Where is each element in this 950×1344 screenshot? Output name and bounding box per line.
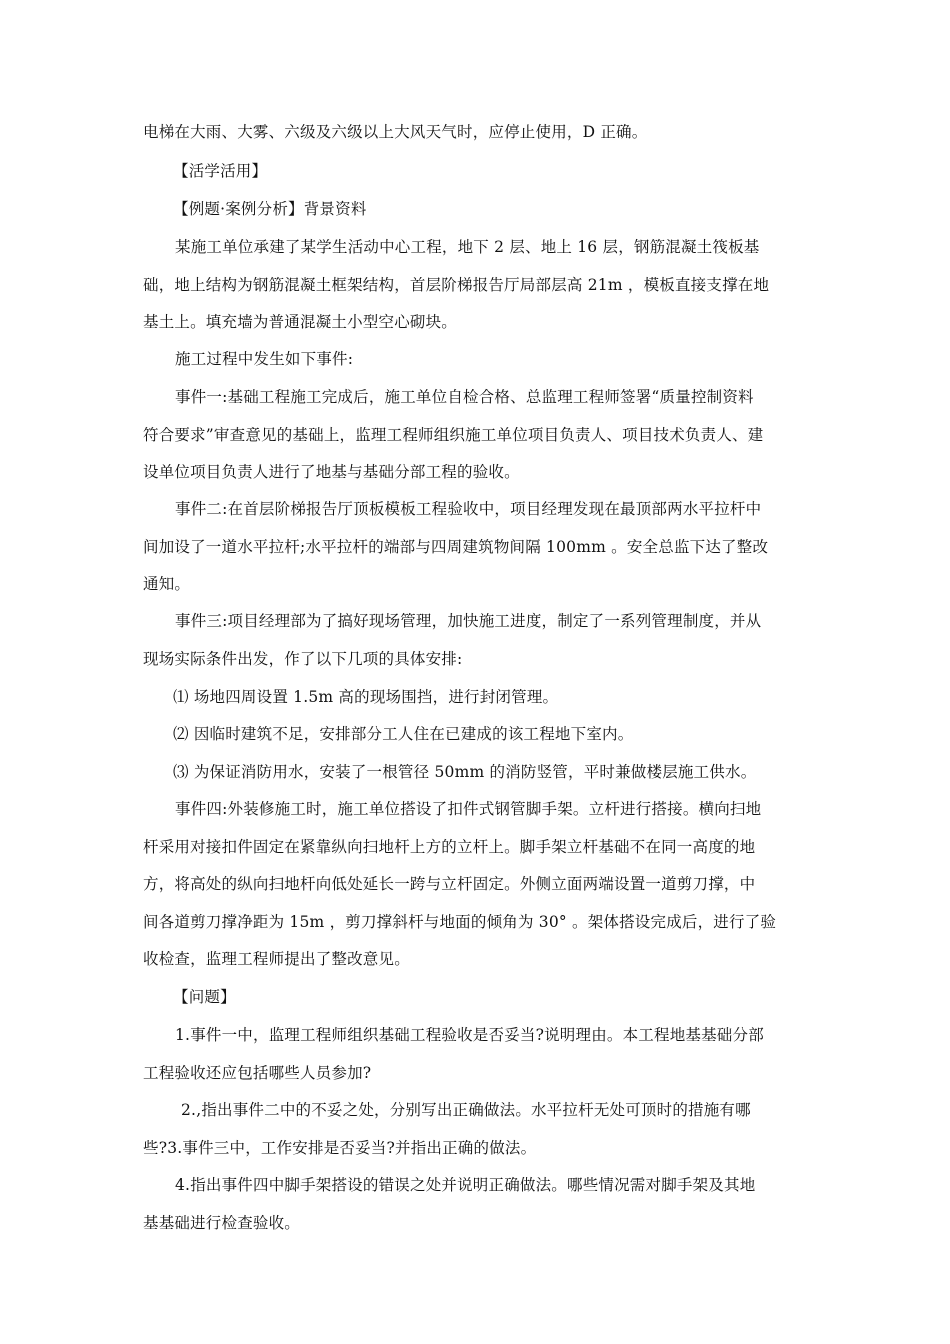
text-line: 基基础进行检查验收。 <box>143 1213 301 1232</box>
text-line: 事件一:基础工程施工完成后，施工单位自检合格、总监理工程师签署“质量控制资料 <box>175 388 754 406</box>
text-line: 基土上。填充墙为普通混凝土小型空心砌块。 <box>143 313 458 331</box>
text-line: 间加设了一道水平拉杆;水平拉杆的端部与四周建筑物间隔 100mm 。安全总监下达了整改 <box>143 537 769 556</box>
heading-practice <box>0 153 950 191</box>
text-line: 收检查，监理工程师提出了整改意见。 <box>143 950 410 968</box>
paragraph-event-two <box>0 491 950 604</box>
text-line: 2.,指出事件二中的不妥之处，分别写出正确做法。水平拉杆无处可顶时的措施有哪 <box>181 1101 751 1119</box>
question-2-3 <box>0 1092 950 1167</box>
text-line: 事件三:项目经理部为了搞好现场管理，加快施工进度，制定了一系列管理制度，并从 <box>175 612 762 630</box>
paragraph-project-background <box>0 229 950 342</box>
paragraph-events-intro <box>0 341 950 379</box>
text-line: 设单位项目负责人进行了地基与基础分部工程的验收。 <box>143 463 520 481</box>
text-line: ⑴ 场地四周设置 1.5m 高的现场围挡，进行封闭管理。 <box>173 688 559 706</box>
text-line: 通知。 <box>143 575 191 593</box>
text-line: 间各道剪刀撑净距为 15m ，剪刀撑斜杆与地面的倾角为 30° 。架体搭设完成后，进行了验 <box>143 912 777 931</box>
text-line: 现场实际条件出发，作了以下几项的具体安排: <box>143 649 463 668</box>
text-line: 工程验收还应包括哪些人员参加? <box>143 1063 372 1082</box>
question-1 <box>0 1017 950 1092</box>
paragraph-event-four <box>0 791 950 979</box>
text-line: 符合要求”审查意见的基础上，监理工程师组织施工单位项目负责人、项目技术负责人、建 <box>143 425 764 444</box>
text-line: 某施工单位承建了某学生活动中心工程，地下 2 层、地上 16 层，钢筋混凝土筏板基 <box>175 238 760 256</box>
text-line: 事件二:在首层阶梯报告厅顶板模板工程验收中，项目经理发现在最顶部两水平拉杆中 <box>175 500 762 518</box>
text-line: 【例题·案例分析】背景资料 <box>173 200 367 218</box>
text-line: ⑶ 为保证消防用水，安装了一根管径 50mm 的消防竖管，平时兼做楼层施工供水。 <box>173 763 757 781</box>
text-line: 【问题】 <box>173 988 236 1006</box>
text-line: 施工过程中发生如下事件: <box>175 350 354 368</box>
heading-questions <box>0 979 950 1017</box>
paragraph-event-three <box>0 603 950 678</box>
text-line: 杆采用对接扣件固定在紧靠纵向扫地杆上方的立杆上。脚手架立杆基础不在同一高度的地 <box>143 837 756 856</box>
text-line: 电梯在大雨、大雾、六级及六级以上大风天气时，应停止使用，D 正确。 <box>143 123 648 141</box>
text-line: ⑵ 因临时建筑不足，安排部分工人住在已建成的该工程地下室内。 <box>173 725 634 743</box>
paragraph-elevator-conclusion <box>0 114 950 152</box>
question-4 <box>0 1167 950 1242</box>
list-item-arrangement-1 <box>0 679 950 717</box>
paragraph-event-one <box>0 379 950 492</box>
text-line: 方，将高处的纵向扫地杆向低处延长一跨与立杆固定。外侧立面两端设置一道剪刀撑，中 <box>143 875 756 893</box>
heading-case-background <box>0 191 950 229</box>
text-line: 础，地上结构为钢筋混凝土框架结构，首层阶梯报告厅局部层高 21m ，模板直接支撑在地 <box>143 275 770 294</box>
text-line: 些?3.事件三中，工作安排是否妥当?并指出正确的做法。 <box>143 1138 537 1157</box>
text-line: 【活学活用】 <box>173 162 268 180</box>
text-line: 事件四:外装修施工时，施工单位搭设了扣件式钢管脚手架。立杆进行搭接。横向扫地 <box>175 800 762 818</box>
list-item-arrangement-3 <box>0 754 950 792</box>
list-item-arrangement-2 <box>0 716 950 754</box>
text-line: 1.事件一中，监理工程师组织基础工程验收是否妥当?说明理由。本工程地基基础分部 <box>175 1026 764 1044</box>
text-line: 4.指出事件四中脚手架搭设的错误之处并说明正确做法。哪些情况需对脚手架及其地 <box>175 1176 756 1194</box>
